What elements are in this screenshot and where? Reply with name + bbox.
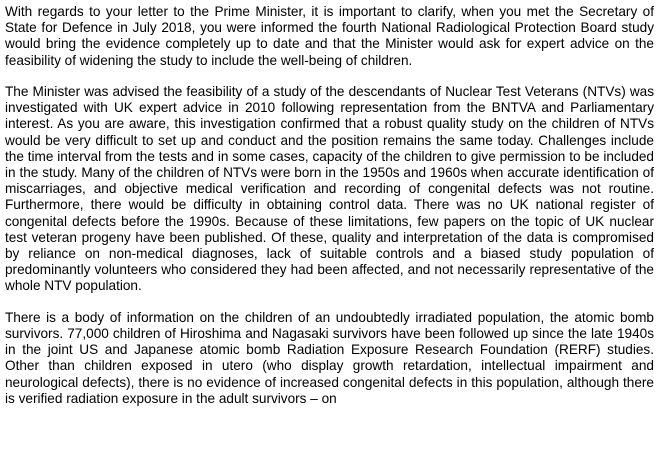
paragraph-prime-minister-letter: With regards to your letter to the Prime Minister, it is important to clarify, when you met the Secretary of State for Defence in July 2018, you were informed the fourth National Radiological Protection Board study would bring the evidence completely up to date and that the Minister would ask for expert advice on the feasibility of widening the study to include the well-being of children. <box>5 4 654 68</box>
document-page <box>5 4 654 422</box>
paragraph-atomic-bomb-survivors: There is a body of information on the children of an undoubtedly irradiated population, the atomic bomb survivors. 77,000 children of Hiroshima and Nagasaki survivors have been followed up since the late 1940s in the joint US and Japanese atomic bomb Radiation Exposure Research Foundation (RERF) studies. Other than children exposed in utero (who display growth retardation, intellectual impairment and neurological defects), there is no evidence of increased congenital defects in this population, although there is verified radiation exposure in the adult survivors – on <box>5 309 654 406</box>
paragraph-feasibility-study: The Minister was advised the feasibility of a study of the descendants of Nuclear Test Veterans (NTVs) was investigated with UK expert advice in 2010 following representation from the BNTVA and Parliamentary interest. As you are aware, this investigation confirmed that a robust quality study on the children of NTVs would be very difficult to set up and conduct and the position remains the same today. Challenges include the time interval from the tests and in some cases, capacity of the children to give permission to be included in the study. Many of the children of NTVs were born in the 1950s and 1960s when accurate identification of miscarriages, and objective medical verification and recording of congenital defects was not routine. Furthermore, there would be difficulty in obtaining control data. There was no UK national register of congenital defects before the 1990s. Because of these limitations, few papers on the topic of UK nuclear test veteran progeny have been published. Of these, quality and interpretation of the data is compromised by reliance on non-medical diagnoses, lack of suitable controls and a biased study population of predominantly volunteers who considered they had been affected, and not necessarily representative of the whole NTV population. <box>5 84 654 294</box>
